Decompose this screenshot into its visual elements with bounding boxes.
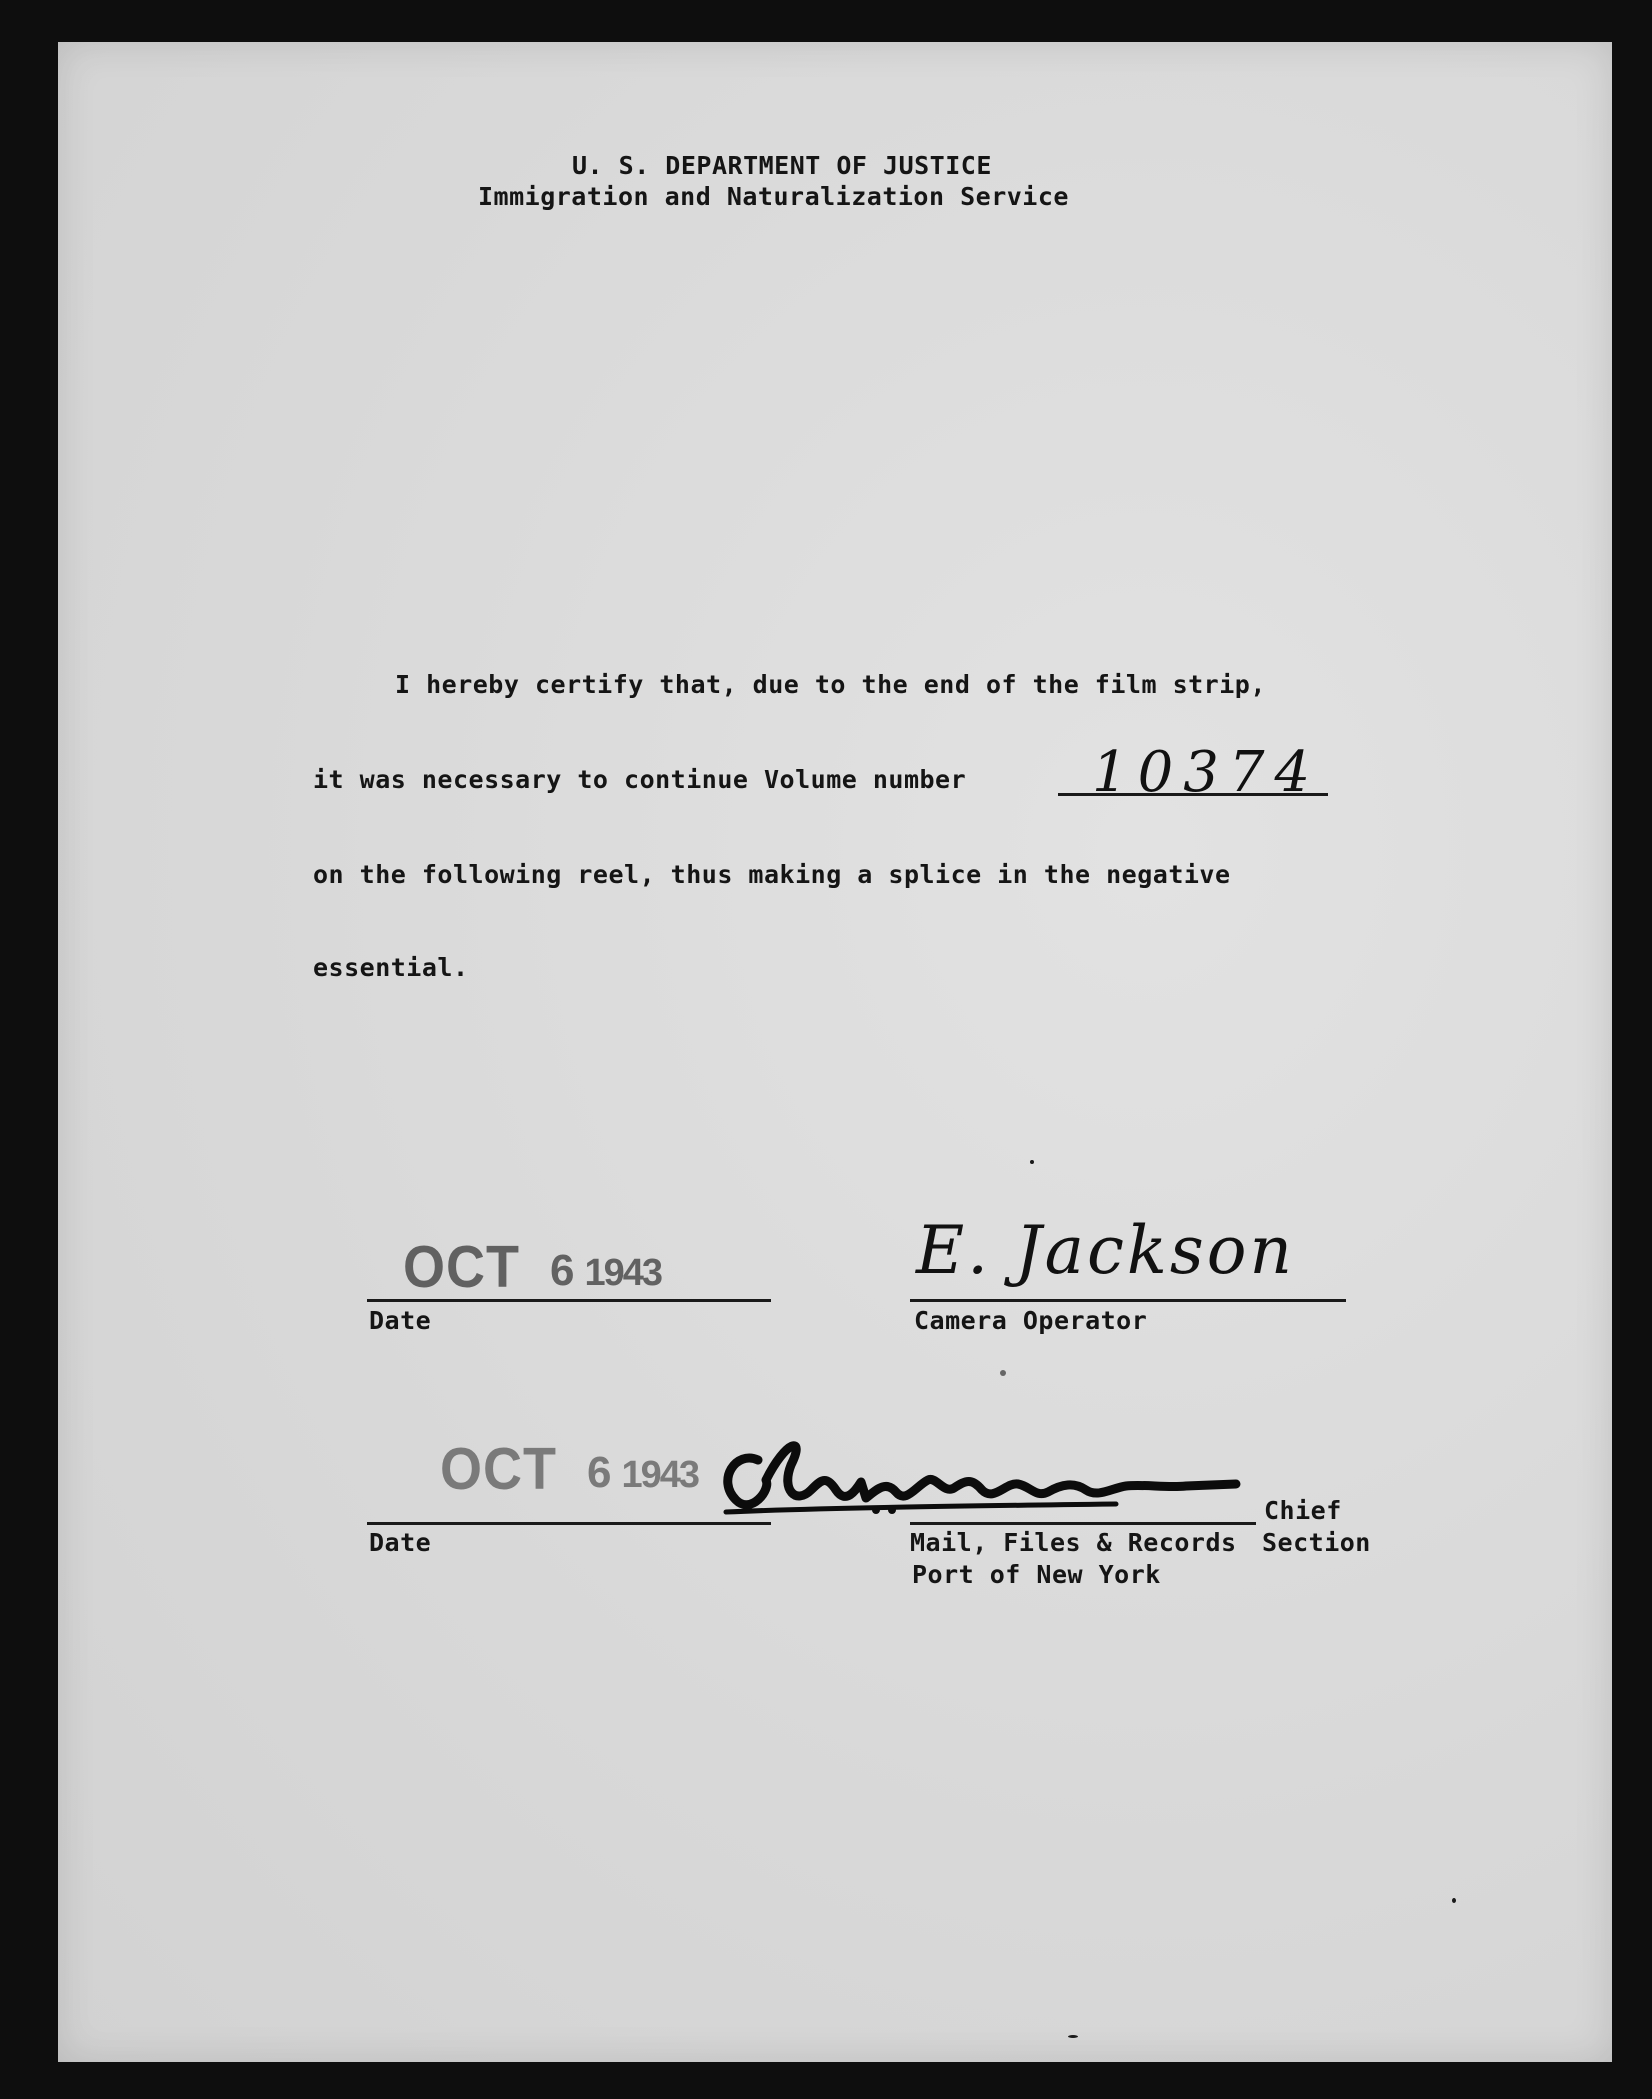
certification-line-2: it was necessary to continue Volume number [313,765,967,794]
stamp-month: OCT [440,1436,557,1502]
date-label-1: Date [369,1306,432,1335]
stamp-day: 6 [550,1246,575,1295]
stamp-month: OCT [403,1234,520,1300]
chief-dept-line: Mail, Files & Records [910,1528,1237,1557]
camera-operator-signature: E. Jackson [916,1212,1296,1289]
date-line-1 [367,1299,771,1302]
stamp-year: 1943 [621,1454,699,1496]
date-stamp-1 [403,1234,662,1300]
chief-signature [696,1420,1256,1530]
scan-speck [1000,1370,1006,1376]
chief-section: Section [1262,1528,1371,1557]
certification-line-3: on the following reel, thus making a splice in the negative [313,860,1231,889]
service-title: Immigration and Naturalization Service [478,182,1069,211]
agency-title: U. S. DEPARTMENT OF JUSTICE [572,151,992,180]
chief-title: Chief [1264,1496,1342,1525]
scan-speck [1452,1898,1456,1903]
date-label-2: Date [369,1528,432,1557]
stamp-day: 6 [587,1448,612,1497]
signature-line-1 [910,1299,1346,1302]
date-stamp-2 [440,1436,699,1502]
camera-operator-label: Camera Operator [914,1306,1148,1335]
certification-line-4: essential. [313,953,469,982]
scan-speck [1068,2035,1078,2038]
signature-line-2 [910,1522,1256,1525]
document-page [58,42,1612,2062]
chief-port: Port of New York [912,1560,1161,1589]
stamp-year: 1943 [584,1252,662,1294]
certification-line-1: I hereby certify that, due to the end of the film strip, [395,670,1266,699]
volume-number: 10374 [1092,740,1321,805]
scan-speck [1030,1160,1034,1164]
